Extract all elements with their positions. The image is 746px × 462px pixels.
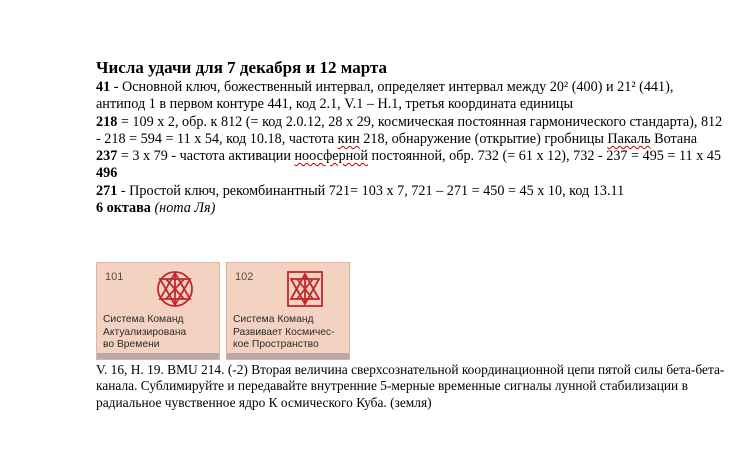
entry-number: 41 (96, 79, 111, 95)
octave-line (96, 200, 726, 217)
document-body (96, 58, 726, 217)
entry-text: Вотана (650, 130, 698, 147)
command-card-102 (226, 262, 350, 360)
entry-237 (96, 148, 726, 165)
entry-271 (96, 183, 726, 200)
entry-text: - Простой ключ, рекомбинантный 721= 103 x 7, 721 – 271 = 450 = 45 x 10, код 13.11 (117, 182, 625, 199)
square-hexagram-icon (285, 269, 325, 314)
hexagram-triangle-icon (155, 269, 195, 314)
entry-text: - Основной ключ, божественный интервал, определяет интервал между 20² (400) и 21² (441), антипод 1 в первом контуре 441, код 2.1, V.1 – H.1, третья координата единицы (96, 79, 674, 113)
card-number: 102 (235, 271, 254, 283)
command-card-101 (96, 262, 220, 360)
entry-text: постоянной, обр. 732 (= 61 x 12), 732 - 237 = 495 = 11 x 45 (367, 148, 722, 165)
spellcheck-word: кин (337, 130, 360, 147)
card-shadow (97, 353, 219, 359)
spellcheck-word: Пакаль (607, 130, 651, 147)
entry-496 (96, 165, 726, 182)
octave-note: (нота Ля) (150, 200, 216, 217)
entry-text: 218, обнаружение (открытие) гробницы (359, 130, 608, 147)
command-cards (96, 262, 356, 360)
card-text: Система Команд Развивает Космичес- кое Пространство (233, 314, 335, 350)
spellcheck-word: ноосферной (294, 148, 368, 165)
entry-number: 271 (96, 182, 118, 199)
page-title: Числа удачи для 7 декабря и 12 марта (96, 58, 388, 77)
entry-text: = 3 x 79 - частота активации (117, 148, 295, 165)
card-shadow (227, 353, 349, 359)
entry-text: = 109 x 2, обр. к 812 (= код 2.0.12, 28 x 29, космическая постоянная гармонического стандарта), 812 - 218 = 594 = 11 x 54, код 10.18, частота (96, 113, 723, 147)
card-text: Система Команд Актуализирована во Времени (103, 314, 187, 350)
entry-218 (96, 114, 726, 149)
entry-41 (96, 79, 726, 114)
entry-number: 496 (96, 165, 118, 182)
octave-label: 6 октава (96, 200, 151, 217)
footer-text: V. 16, H. 19. BMU 214. (-2) Вторая величина сверхсознательной координационной цепи пятой силы бета-бета-канала. Сублимируйте и передавайте внутренние 5-мерные временные сигналы лунной стабилизации в радиальное чувственное ядро К осмического Куба. (земля) (96, 362, 725, 410)
entry-number: 218 (96, 113, 118, 130)
entry-number: 237 (96, 148, 118, 165)
card-number: 101 (105, 271, 124, 283)
